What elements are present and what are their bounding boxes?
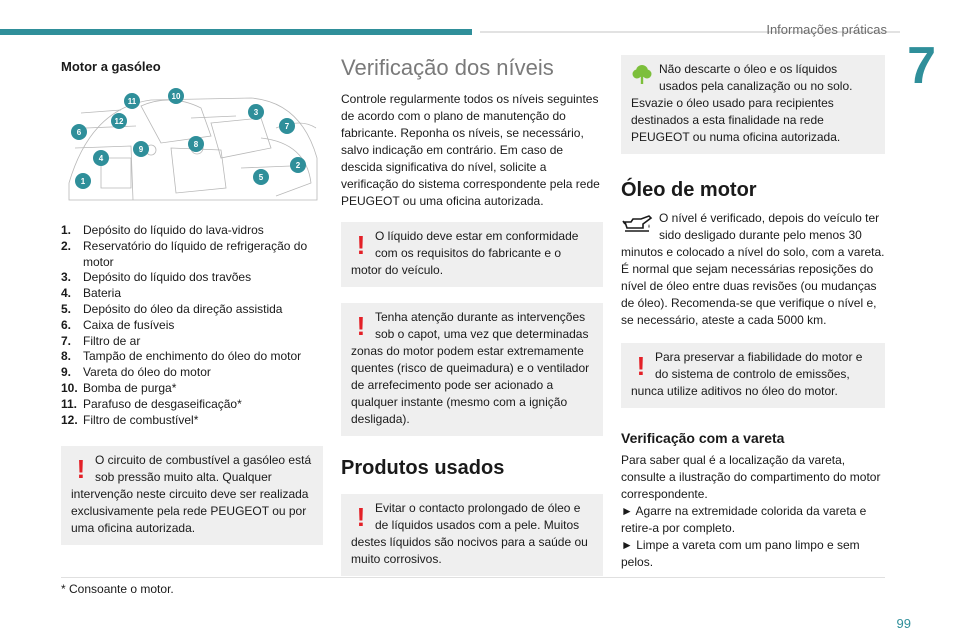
legend-item: 10. Bomba de purga* <box>61 380 177 395</box>
legend-item: 11. Parafuso de desgaseificação* <box>61 396 242 411</box>
hot-engine-warning-box <box>341 303 603 436</box>
legend-item: 4. Bateria <box>61 286 122 301</box>
warning-icon: ! <box>76 454 86 485</box>
svg-text:4: 4 <box>98 154 104 163</box>
legend-item: 2. Reservatório do líquido de refrigeração do motor <box>61 238 308 269</box>
section-title: Informações práticas <box>766 22 887 37</box>
svg-text:7: 7 <box>284 122 290 131</box>
callout-7 <box>279 118 295 134</box>
svg-text:10: 10 <box>171 92 181 101</box>
legend-item: 5. Depósito do óleo da direção assistida <box>61 301 283 316</box>
svg-text:9: 9 <box>138 145 144 154</box>
fuel-warning-box <box>61 446 323 545</box>
warning-icon: ! <box>356 230 366 260</box>
engine-oil-block <box>621 210 885 329</box>
callout-2 <box>290 157 306 173</box>
eco-note-box <box>621 55 885 154</box>
used-products-heading: Produtos usados <box>341 457 505 479</box>
hot-engine-warning-text: Tenha atenção durante as intervenções sob o capot, uma vez que determinadas zonas do motor podem estar extremamente quentes (risco de queimadura) e o ventilador de arrefecimento pode ser acionado a qualquer instante (mesmo com a ignição desligada). <box>351 310 590 426</box>
levels-heading: Verificação dos níveis <box>341 55 554 80</box>
legend-item: 7. Filtro de ar <box>61 333 141 348</box>
eco-note-text: Não descarte o óleo e os líquidos usados pela canalização ou no solo. Esvazie o óleo usado para recipientes destinados a esta finalidade na rede PEUGEOT ou numa oficina autorizada. <box>631 62 853 144</box>
svg-text:5: 5 <box>258 173 264 182</box>
callout-3 <box>248 104 264 120</box>
engine-oil-text: O nível é verificado, depois do veículo ter sido desligado durante pelo menos 30 minutos e colocado a nível do solo, com a vareta. É normal que sejam necessárias reposições do nível de óleo entre duas revisões (ou mudanças de óleo). Recomenda-se que verifique o nível e, se necessário, ateste a cada 5000 km. <box>621 211 885 327</box>
component-legend <box>61 223 323 428</box>
column-engine <box>61 55 323 545</box>
footer-rule <box>61 577 885 578</box>
callout-6 <box>71 124 87 140</box>
callout-9 <box>133 141 149 157</box>
levels-body: Controle regularmente todos os níveis seguintes de acordo com o plano de manutenção do fabricante. Reponha os níveis, se necessário, salvo indicação em contrário. Em caso de descida significativa do nível, solicite a verificação do sistema correspondente pela rede PEUGEOT ou uma oficina autorizada. <box>341 92 600 208</box>
legend-item: 3. Depósito do líquido dos travões <box>61 270 252 285</box>
warning-icon: ! <box>356 502 366 532</box>
column-levels <box>341 55 603 576</box>
warning-icon: ! <box>636 351 646 381</box>
warning-icon: ! <box>356 311 366 341</box>
svg-text:6: 6 <box>76 128 82 137</box>
dipstick-heading: Verificação com a vareta <box>621 430 785 446</box>
legend-item: 6. Caixa de fusíveis <box>61 317 175 332</box>
tree-icon <box>631 63 653 85</box>
engine-oil-heading: Óleo de motor <box>621 179 757 201</box>
fuel-warning-text: O circuito de combustível a gasóleo está sob pressão muito alta. Qualquer intervenção neste circuito deve ser realizada exclusivamente pela rede PEUGEOT ou por uma oficina autorizada. <box>71 453 312 536</box>
legend-item: 8. Tampão de enchimento do óleo do motor <box>61 349 302 364</box>
svg-text:8: 8 <box>193 140 199 149</box>
callout-11 <box>124 93 140 109</box>
callout-12 <box>111 113 127 129</box>
oil-can-icon <box>621 212 653 234</box>
page-number: 99 <box>896 616 911 631</box>
svg-text:11: 11 <box>127 97 137 106</box>
legend-item: 1. Depósito do líquido do lava-vidros <box>61 223 264 237</box>
fluid-warning-text: O líquido deve estar em conformidade com os requisitos do fabricante e o motor do veículo. <box>351 229 579 277</box>
callout-4 <box>93 150 109 166</box>
callout-8 <box>188 136 204 152</box>
svg-text:3: 3 <box>253 108 259 117</box>
additives-warning-box <box>621 343 885 408</box>
chapter-number: 7 <box>907 37 936 95</box>
legend-item: 12. Filtro de combustível* <box>61 412 199 427</box>
callout-10 <box>168 88 184 104</box>
column-oil <box>621 55 885 571</box>
svg-text:1: 1 <box>80 177 86 186</box>
legend-item: 9. Vareta do óleo do motor <box>61 365 211 380</box>
footnote: * Consoante o motor. <box>61 582 174 596</box>
callout-1 <box>75 173 91 189</box>
additives-warning-text: Para preservar a fiabilidade do motor e do sistema de controlo de emissões, nunca utilize aditivos no óleo do motor. <box>631 350 863 398</box>
dipstick-step-1: ► Agarre na extremidade colorida da vareta e retire-a por completo. <box>621 504 867 535</box>
fluid-warning-box <box>341 222 603 287</box>
svg-text:2: 2 <box>295 161 301 170</box>
callout-5 <box>253 169 269 185</box>
dipstick-text: Para saber qual é a localização da vareta, consulte a ilustração do compartimento do motor correspondente. <box>621 453 881 501</box>
used-products-warning-box <box>341 494 603 576</box>
header-accent-bar <box>0 29 472 35</box>
used-products-warning-text: Evitar o contacto prolongado de óleo e de líquidos usados com a pele. Muitos destes líquidos são nocivos para a saúde ou muito corrosivos. <box>351 501 588 566</box>
svg-text:12: 12 <box>114 117 124 126</box>
engine-subheading: Motor a gasóleo <box>61 59 161 74</box>
dipstick-step-2: ► Limpe a vareta com um pano limpo e sem pelos. <box>621 538 860 569</box>
engine-compartment-figure <box>61 88 323 206</box>
